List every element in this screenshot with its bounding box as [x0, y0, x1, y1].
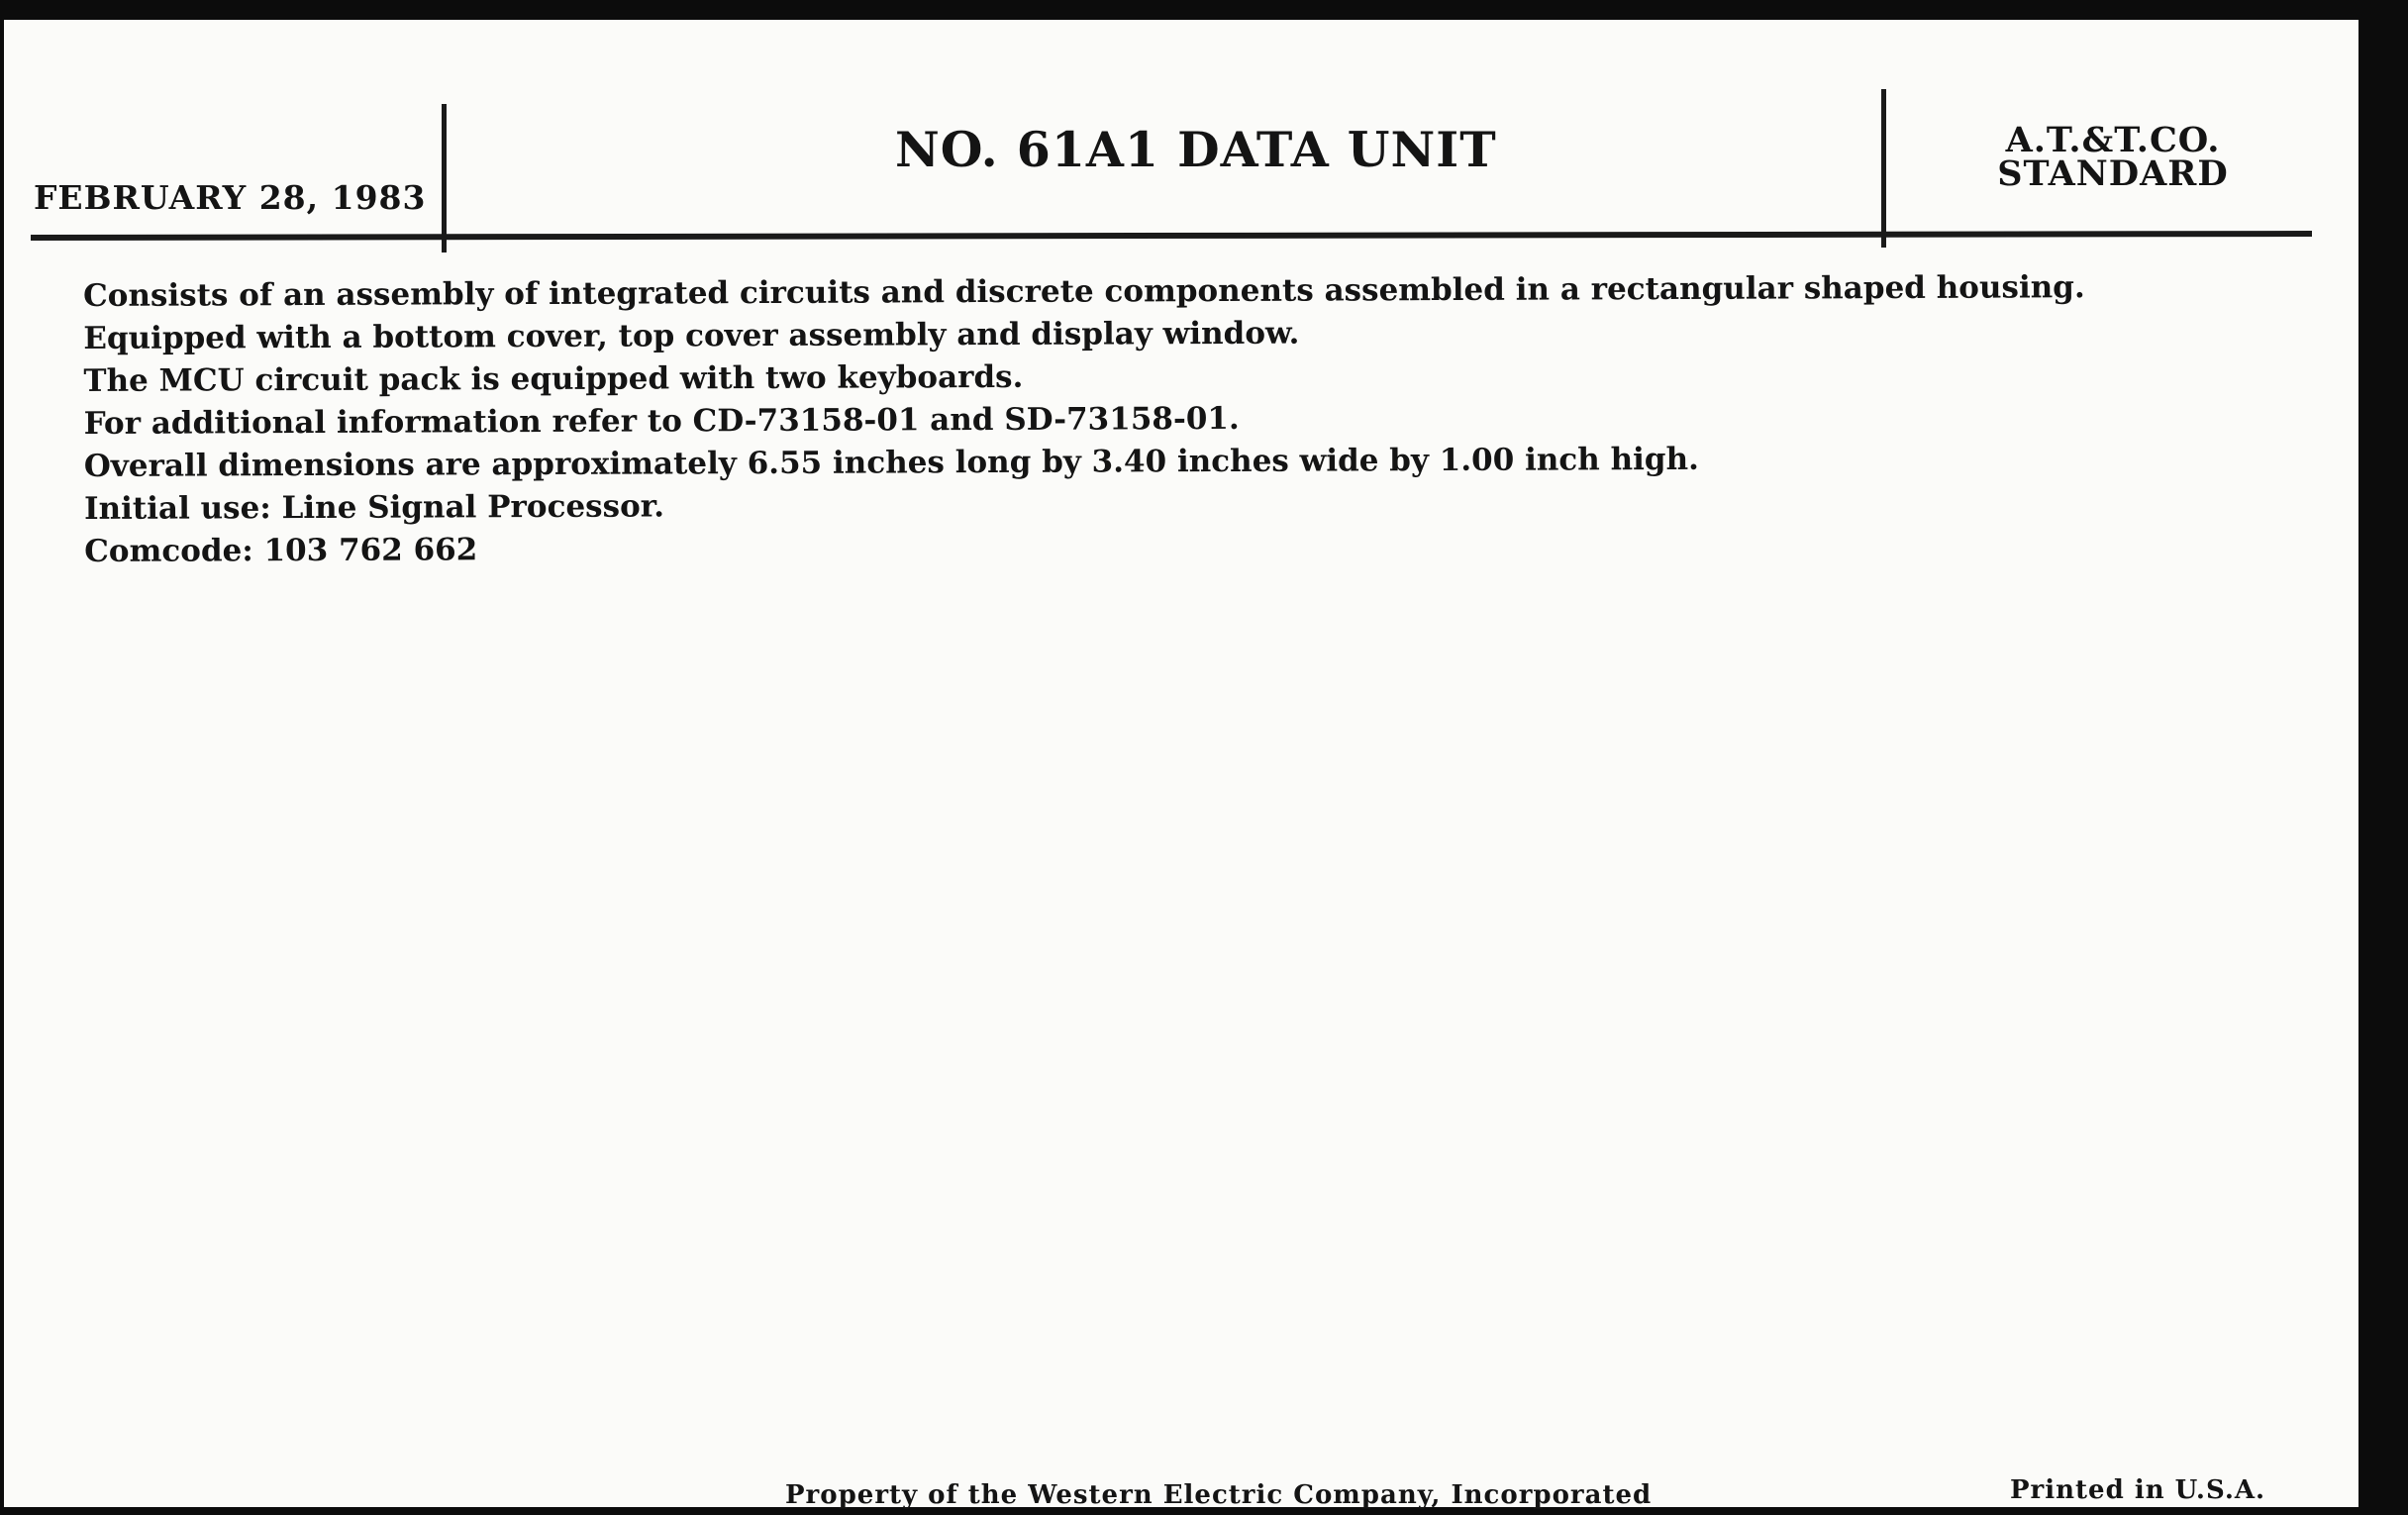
description-line: Initial use: Line Signal Processor. [83, 488, 665, 527]
header-divider-left [442, 104, 447, 252]
description-line: Consists of an assembly of integrated circuits and discrete components assembled in a rectangular shaped housing. [83, 269, 2085, 314]
description-body [83, 266, 2086, 573]
header-rule [31, 231, 2312, 241]
description-line: For additional information refer to CD-73158-01 and SD-73158-01. [83, 400, 1240, 442]
description-line: Comcode: 103 762 662 [84, 532, 478, 569]
document-card [4, 20, 2358, 1510]
document-title: NO. 61A1 DATA UNIT [895, 121, 1497, 178]
description-line: The MCU circuit pack is equipped with two keyboards. [83, 358, 1024, 399]
standard-label-line1: A.T.&T.CO. [2005, 120, 2221, 160]
printed-notice: Printed in U.S.A. [2010, 1475, 2266, 1505]
document-date: FEBRUARY 28, 1983 [34, 178, 427, 217]
standard-label [1994, 120, 2232, 194]
property-notice: Property of the Western Electric Company, Incorporated [785, 1480, 1653, 1510]
description-line: Overall dimensions are approximately 6.55 inches long by 3.40 inches wide by 1.00 inch high. [83, 441, 1699, 484]
standard-label-line2: STANDARD [1997, 153, 2229, 194]
header-divider-right [1881, 89, 1886, 248]
description-line: Equipped with a bottom cover, top cover assembly and display window. [83, 315, 1300, 356]
